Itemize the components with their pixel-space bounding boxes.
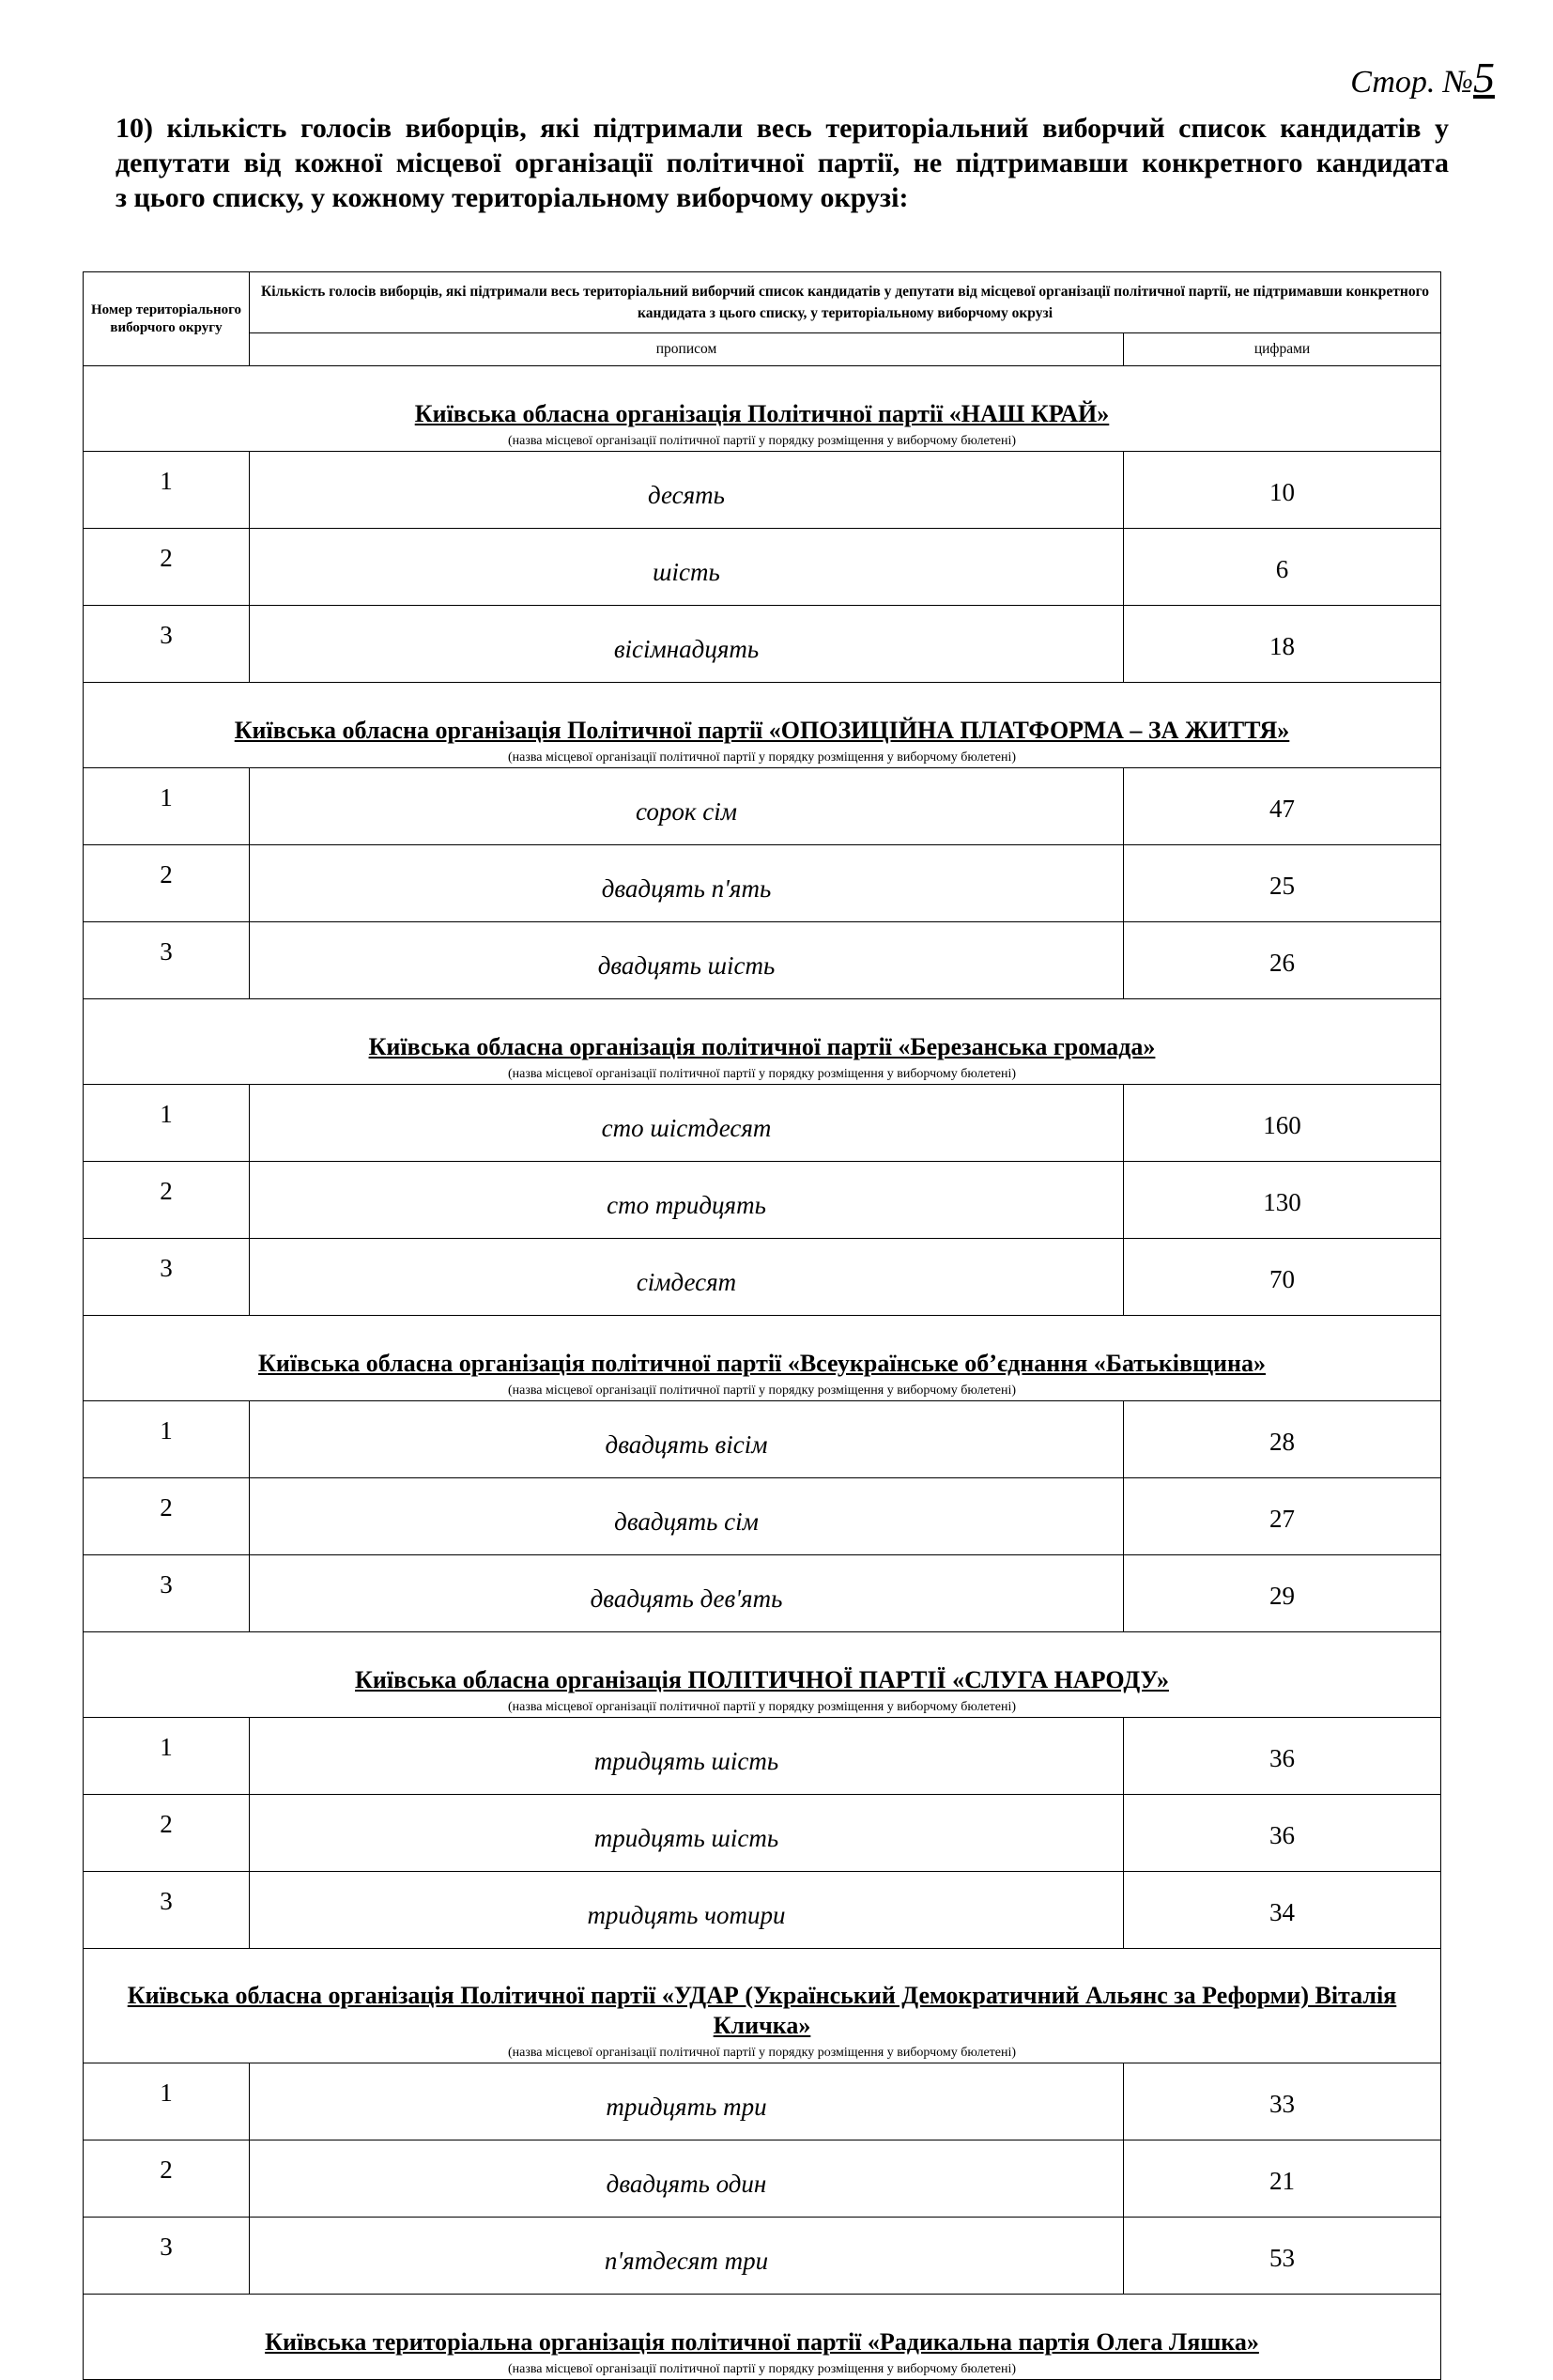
votes-in-digits-cell: 28: [1124, 1401, 1441, 1478]
district-number-cell: 1: [84, 1401, 250, 1478]
district-number-cell: 3: [84, 1872, 250, 1949]
table-row: [84, 529, 1441, 606]
header-district-number: Номер територіального виборчого округу: [84, 272, 250, 366]
header-votes-description: Кількість голосів виборців, які підтримали весь територіальний виборчий список кандидатів у депутати від місцевої організації політичної партії, не підтримавши конкретного кандидата з цього списку, у територіальному виборчому окрузі: [250, 272, 1441, 333]
votes-in-words-cell: сто тридцять: [250, 1162, 1124, 1239]
party-header-cell: [84, 366, 1441, 452]
votes-in-words-cell: десять: [250, 452, 1124, 529]
votes-in-words-cell: тридцять чотири: [250, 1872, 1124, 1949]
party-name-hint: (назва місцевої організації політичної партії у порядку розміщення у виборчому бюлетені): [507, 2362, 1017, 2376]
votes-in-words-cell: сімдесят: [250, 1239, 1124, 1316]
votes-in-digits-cell: 47: [1124, 768, 1441, 845]
table-row: [84, 1872, 1441, 1949]
district-number-cell: 3: [84, 922, 250, 999]
page-number: [1350, 53, 1495, 102]
votes-in-digits-cell: 34: [1124, 1872, 1441, 1949]
district-number-cell: 3: [84, 606, 250, 683]
votes-in-digits-cell: 53: [1124, 2218, 1441, 2295]
votes-in-words-cell: двадцять п'ять: [250, 845, 1124, 922]
votes-in-words-cell: п'ятдесят три: [250, 2218, 1124, 2295]
votes-in-digits-cell: 70: [1124, 1239, 1441, 1316]
table-row: [84, 1795, 1441, 1872]
votes-in-digits-cell: 27: [1124, 1478, 1441, 1555]
header-in-words: прописом: [250, 332, 1124, 365]
votes-in-words-cell: сто шістдесят: [250, 1085, 1124, 1162]
party-header-row: [84, 366, 1441, 452]
table-subheader-row: [84, 332, 1441, 365]
votes-in-digits-cell: 36: [1124, 1795, 1441, 1872]
table-row: [84, 1478, 1441, 1555]
party-name-hint: (назва місцевої організації політичної партії у порядку розміщення у виборчому бюлетені): [507, 434, 1017, 448]
table-row: [84, 1718, 1441, 1795]
district-number-cell: 2: [84, 845, 250, 922]
table-row: [84, 1401, 1441, 1478]
table-row: [84, 2063, 1441, 2140]
party-name: Київська територіальна організація політичної партії «Радикальна партія Олега Ляшка»: [265, 2328, 1259, 2356]
votes-in-digits-cell: 33: [1124, 2063, 1441, 2140]
votes-in-words-cell: двадцять шість: [250, 922, 1124, 999]
table-row: [84, 845, 1441, 922]
district-number-cell: 2: [84, 1162, 250, 1239]
table-row: [84, 1162, 1441, 1239]
votes-in-words-cell: двадцять вісім: [250, 1401, 1124, 1478]
table-row: [84, 1085, 1441, 1162]
votes-in-words-cell: вісімнадцять: [250, 606, 1124, 683]
party-name-hint: (назва місцевої організації політичної партії у порядку розміщення у виборчому бюлетені): [507, 750, 1017, 765]
heading-line: 10) кількість голосів виборців, які підтримали весь територіальний виборчий список кандидатів у: [115, 113, 1449, 144]
party-header-cell: [84, 999, 1441, 1085]
votes-in-words-cell: сорок сім: [250, 768, 1124, 845]
votes-in-words-cell: тридцять три: [250, 2063, 1124, 2140]
heading-line: з цього списку, у кожному територіальному виборчому окрузі:: [115, 182, 909, 213]
district-number-cell: 3: [84, 2218, 250, 2295]
header-in-digits: цифрами: [1124, 332, 1441, 365]
party-name: Київська обласна організація ПОЛІТИЧНОЇ ПАРТІЇ «СЛУГА НАРОДУ»: [355, 1666, 1169, 1693]
votes-in-digits-cell: 21: [1124, 2140, 1441, 2218]
table-row: [84, 606, 1441, 683]
votes-in-words-cell: тридцять шість: [250, 1718, 1124, 1795]
district-number-cell: 2: [84, 529, 250, 606]
votes-in-words-cell: двадцять один: [250, 2140, 1124, 2218]
party-name-hint: (назва місцевої організації політичної партії у порядку розміщення у виборчому бюлетені): [507, 1383, 1017, 1398]
votes-in-words-cell: двадцять сім: [250, 1478, 1124, 1555]
section-heading: [115, 111, 1449, 215]
district-number-cell: 1: [84, 2063, 250, 2140]
party-header-cell: [84, 2295, 1441, 2380]
district-number-cell: 1: [84, 452, 250, 529]
votes-table: [83, 271, 1441, 2380]
table-row: [84, 1239, 1441, 1316]
party-name: Київська обласна організація Політичної партії «УДАР (Український Демократичний Альянс за Реформи) Віталія Кличка»: [127, 1982, 1397, 2039]
party-header-cell: [84, 1949, 1441, 2063]
party-name-hint: (назва місцевої організації політичної партії у порядку розміщення у виборчому бюлетені): [507, 1067, 1017, 1081]
votes-in-digits-cell: 6: [1124, 529, 1441, 606]
party-header-row: [84, 683, 1441, 768]
party-header-cell: [84, 1316, 1441, 1401]
party-header-row: [84, 1949, 1441, 2063]
party-name-hint: (назва місцевої організації політичної партії у порядку розміщення у виборчому бюлетені): [507, 2046, 1017, 2060]
votes-in-digits-cell: 25: [1124, 845, 1441, 922]
votes-in-digits-cell: 160: [1124, 1085, 1441, 1162]
party-header-row: [84, 2295, 1441, 2380]
table-row: [84, 2218, 1441, 2295]
votes-in-digits-cell: 10: [1124, 452, 1441, 529]
district-number-cell: 3: [84, 1239, 250, 1316]
party-name: Київська обласна організація політичної партії «Всеукраїнське об’єднання «Батьківщина»: [258, 1350, 1266, 1377]
table-header-row: [84, 272, 1441, 333]
district-number-cell: 1: [84, 1718, 250, 1795]
votes-in-words-cell: шість: [250, 529, 1124, 606]
page-number-value: 5: [1473, 54, 1495, 101]
party-header-cell: [84, 683, 1441, 768]
party-name: Київська обласна організація Політичної партії «ОПОЗИЦІЙНА ПЛАТФОРМА – ЗА ЖИТТЯ»: [234, 717, 1290, 744]
votes-in-digits-cell: 36: [1124, 1718, 1441, 1795]
table-row: [84, 1555, 1441, 1632]
votes-in-digits-cell: 26: [1124, 922, 1441, 999]
district-number-cell: 2: [84, 1478, 250, 1555]
votes-in-words-cell: двадцять дев'ять: [250, 1555, 1124, 1632]
party-name-hint: (назва місцевої організації політичної партії у порядку розміщення у виборчому бюлетені): [507, 1700, 1017, 1714]
party-header-cell: [84, 1632, 1441, 1718]
party-header-row: [84, 1632, 1441, 1718]
district-number-cell: 1: [84, 768, 250, 845]
page-number-label: Стор. №: [1350, 65, 1473, 100]
table-row: [84, 2140, 1441, 2218]
table-row: [84, 922, 1441, 999]
party-name: Київська обласна організація політичної партії «Березанська громада»: [368, 1033, 1156, 1060]
heading-line: депутати від кожної місцевої організації політичної партії, не підтримавши конкретного кандидата: [115, 147, 1449, 178]
district-number-cell: 2: [84, 1795, 250, 1872]
district-number-cell: 3: [84, 1555, 250, 1632]
votes-in-digits-cell: 18: [1124, 606, 1441, 683]
votes-in-digits-cell: 130: [1124, 1162, 1441, 1239]
party-name: Київська обласна організація Політичної партії «НАШ КРАЙ»: [414, 400, 1110, 427]
district-number-cell: 1: [84, 1085, 250, 1162]
table-row: [84, 768, 1441, 845]
party-header-row: [84, 999, 1441, 1085]
party-header-row: [84, 1316, 1441, 1401]
votes-in-words-cell: тридцять шість: [250, 1795, 1124, 1872]
district-number-cell: 2: [84, 2140, 250, 2218]
table-row: [84, 452, 1441, 529]
votes-in-digits-cell: 29: [1124, 1555, 1441, 1632]
